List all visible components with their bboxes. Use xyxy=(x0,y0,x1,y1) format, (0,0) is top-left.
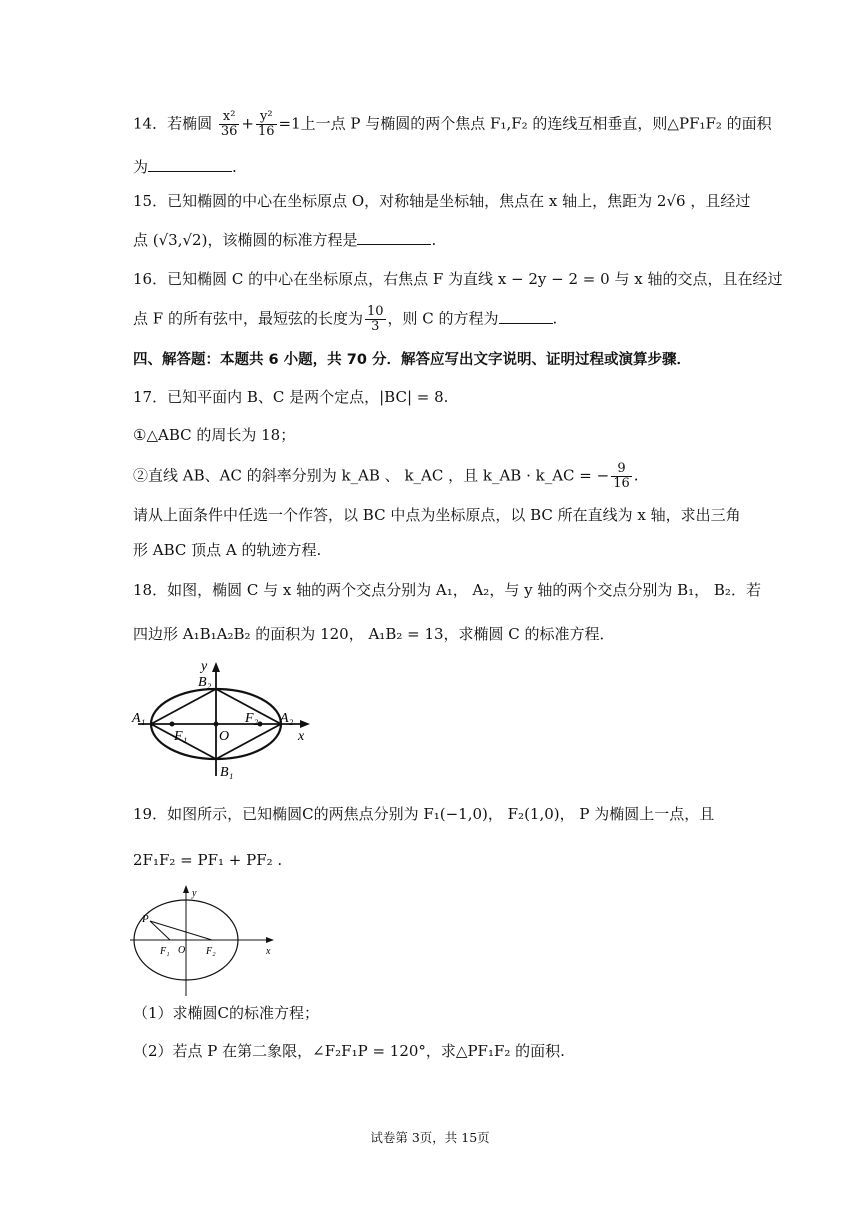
frac-denominator: 16 xyxy=(258,124,275,139)
q16-fraction xyxy=(365,305,386,334)
q14-text: =1上一点 P 与椭圆的两个焦点 F₁,F₂ 的连线互相垂直，则△PF₁F₂ 的面积 xyxy=(278,114,772,133)
frac-numerator: 9 xyxy=(611,462,632,477)
q17-cond2 xyxy=(133,462,639,491)
period: . xyxy=(552,309,558,328)
frac-denominator: 36 xyxy=(220,124,238,139)
q19-line2: 2F₁F₂ = PF₁ + PF₂ . xyxy=(133,851,283,869)
label-a2: A₂ xyxy=(280,711,294,726)
period: . xyxy=(232,158,237,176)
section-heading: 四、解答题：本题共 6 小题，共 70 分．解答应写出文字说明、证明过程或演算步骤． xyxy=(133,352,691,368)
frac-denominator: 3 xyxy=(371,319,380,334)
label-y: y xyxy=(192,888,197,899)
q17-line4: 请从上面条件中任选一个作答，以 BC 中点为坐标原点，以 BC 所在直线为 x 轴，求出三角 xyxy=(133,506,741,524)
f1-dot xyxy=(170,722,175,727)
q14-fraction-x xyxy=(219,110,240,139)
label-o: O xyxy=(219,729,230,744)
q16-line2 xyxy=(133,305,557,334)
q18-line2: 四边形 A₁B₁A₂B₂ 的面积为 120， A₁B₂ = 13，求椭圆 C 的标准方程． xyxy=(133,625,615,643)
label-b1: B₁ xyxy=(220,765,234,780)
answer-blank[interactable] xyxy=(499,309,553,324)
q14-text2: 为 xyxy=(133,158,149,176)
frac-numerator: y² xyxy=(256,110,277,125)
q19-sub1: （1）求椭圆C的标准方程； xyxy=(133,1004,320,1022)
x-arrow xyxy=(266,937,274,943)
label-o: O xyxy=(178,945,186,956)
q15-line1: 15．已知椭圆的中心在坐标原点 O，对称轴是坐标轴，焦点在 x 轴上，焦距为 2√6 ，且经过 xyxy=(133,192,751,210)
origin-dot xyxy=(214,722,219,727)
q16-line1: 16．已知椭圆 C 的中心在坐标原点，右焦点 F 为直线 x − 2y − 2 = 0 与 x 轴的交点，且在经过 xyxy=(133,270,783,288)
x-arrow xyxy=(300,720,310,728)
plus-sign: + xyxy=(241,114,254,133)
q17-cond1: ①△ABC 的周长为 18； xyxy=(133,426,296,444)
label-f2: F₂ xyxy=(206,946,216,957)
period: . xyxy=(633,466,639,485)
frac-numerator: x² xyxy=(219,110,240,125)
q16-text2: 点 F 的所有弦中，最短弦的长度为 xyxy=(133,309,363,328)
q16-text3: ，则 C 的方程为 xyxy=(387,309,499,328)
answer-blank[interactable] xyxy=(148,157,232,172)
label-x: x xyxy=(298,729,305,744)
y-arrow xyxy=(212,662,220,672)
q14-fraction-y xyxy=(256,110,277,139)
q17-line1: 17．已知平面内 B、C 是两个定点，|BC| = 8. xyxy=(133,388,449,406)
q18-figure xyxy=(130,656,330,781)
label-b2: B₂ xyxy=(198,675,212,690)
label-a1: A₁ xyxy=(132,711,146,726)
y-arrow xyxy=(183,885,189,893)
q17-line5: 形 ABC 顶点 A 的轨迹方程. xyxy=(133,541,322,559)
label-f1: F₁ xyxy=(174,729,188,744)
frac-numerator: 10 xyxy=(366,304,384,319)
q15-line2 xyxy=(133,230,436,250)
q14-number: 14．若椭圆 xyxy=(133,114,213,133)
label-f2: F₂ xyxy=(245,711,259,726)
q19-figure xyxy=(126,882,286,1002)
frac-denominator: 16 xyxy=(613,476,630,491)
q14-line1 xyxy=(133,110,772,139)
q17-fraction xyxy=(611,462,632,491)
answer-blank[interactable] xyxy=(357,230,431,245)
label-p: P xyxy=(142,913,149,925)
q19-line1: 19．如图所示，已知椭圆C的两焦点分别为 F₁(−1,0)， F₂(1,0)， P 为椭圆上一点，且 xyxy=(133,805,715,823)
page-footer: 试卷第 3页，共 15页 xyxy=(370,1130,490,1145)
q19-sub2: （2）若点 P 在第二象限，∠F₂F₁P = 120°，求△PF₁F₂ 的面积. xyxy=(133,1042,565,1060)
period: . xyxy=(431,231,437,249)
q14-line2 xyxy=(133,157,237,177)
q15-text2: 点 (√3,√2)，该椭圆的标准方程是 xyxy=(133,231,358,249)
q17-cond2-text: ②直线 AB、AC 的斜率分别为 k_AB 、 k_AC ，且 k_AB · k_AC = − xyxy=(133,466,610,485)
label-f1: F₁ xyxy=(160,946,170,957)
label-y: y xyxy=(201,659,208,674)
q18-line1: 18．如图，椭圆 C 与 x 轴的两个交点分别为 A₁， A₂，与 y 轴的两个交点分别为 B₁， B₂．若 xyxy=(133,581,761,599)
label-x: x xyxy=(266,946,271,957)
